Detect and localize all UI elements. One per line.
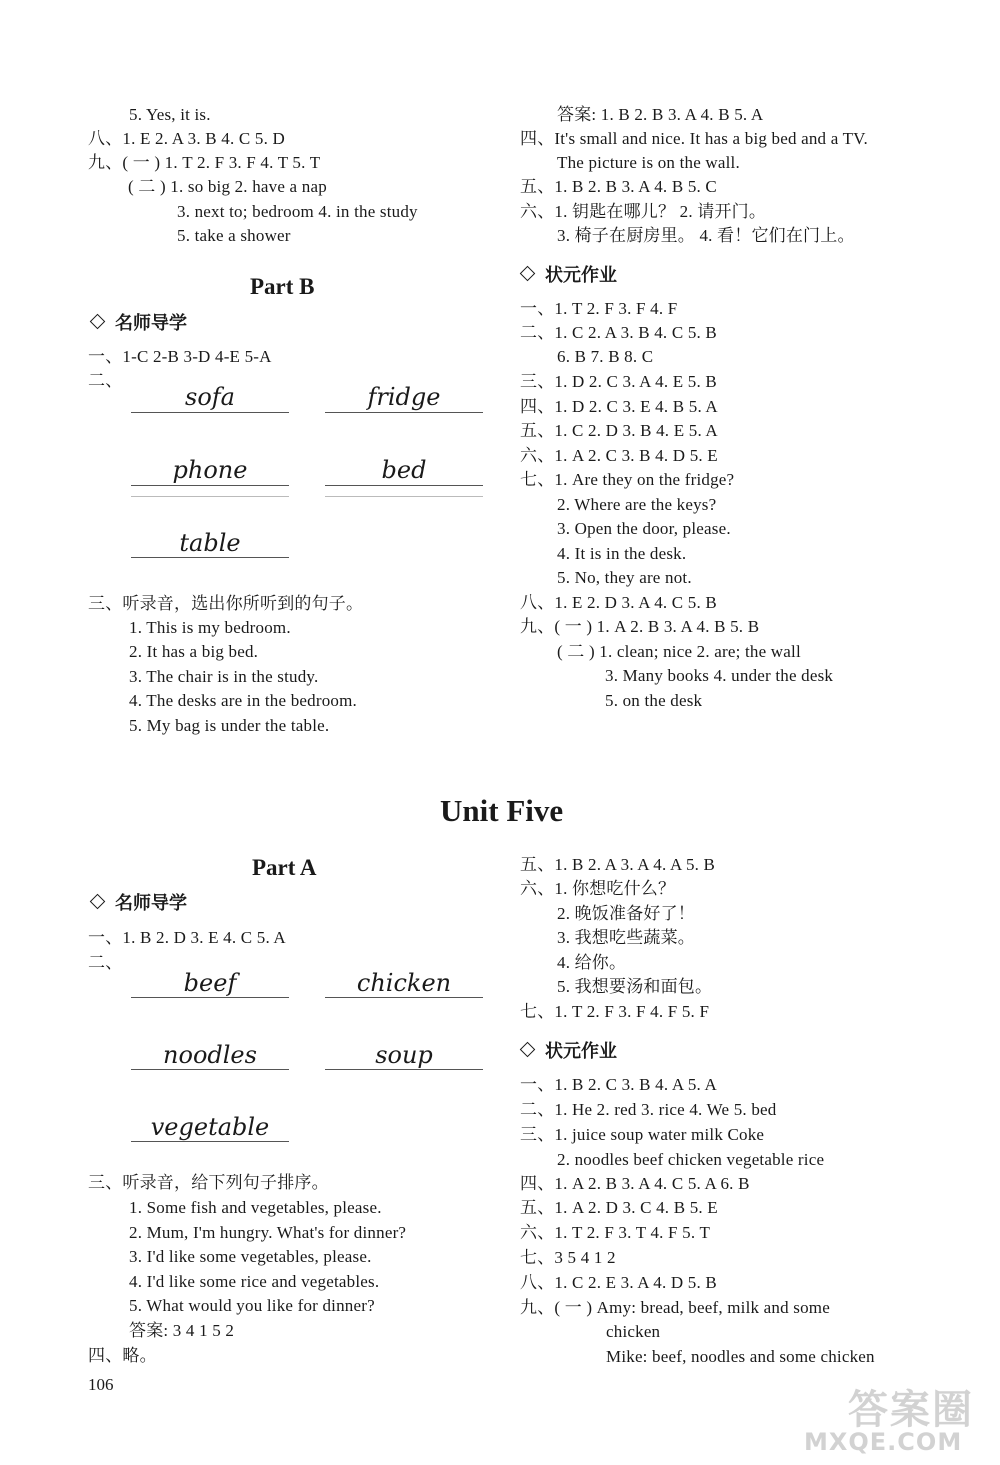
writing-line — [325, 997, 483, 998]
page-number: 106 — [88, 1375, 114, 1394]
sentence: 3. I'd like some vegetables, please. — [129, 1247, 372, 1266]
writing-line — [325, 1069, 483, 1070]
handwritten-word: vegetable — [150, 1113, 270, 1141]
answer-line: 四、1. A 2. B 3. A 4. C 5. A 6. B — [520, 1174, 750, 1193]
writing-line — [325, 485, 483, 486]
diamond-icon — [520, 266, 536, 282]
answer-line: 三、1. D 2. C 3. A 4. E 5. B — [520, 372, 717, 391]
sentence: 2. It has a big bed. — [129, 642, 259, 661]
writing-line — [325, 496, 483, 497]
writing-line — [131, 997, 289, 998]
answer-line: 七、1. T 2. F 3. F 4. F 5. F — [520, 1002, 710, 1021]
sentence: 4. I'd like some rice and vegetables. — [129, 1272, 380, 1291]
answer-line: ( 二 ) 1. clean; nice 2. are; the wall — [557, 642, 801, 661]
zhuangyuan-label: 状元作业 — [545, 265, 617, 285]
answer-line: chicken — [606, 1322, 661, 1341]
answer-line: 八、1. E 2. A 3. B 4. C 5. D — [88, 129, 285, 148]
watermark-url: MXQE.COM — [804, 1428, 963, 1456]
answer-line: 答案: 1. B 2. B 3. A 4. B 5. A — [557, 105, 764, 124]
sentence: 2. Mum, I'm hungry. What's for dinner? — [129, 1223, 407, 1242]
writing-line — [131, 485, 289, 486]
answer-line: 六、1. 钥匙在哪儿？ 2. 请开门。 — [520, 202, 767, 221]
writing-line — [325, 412, 483, 413]
answer-key: 答案: 3 4 1 5 2 — [129, 1321, 235, 1340]
answer-line: 2. noodles beef chicken vegetable rice — [557, 1150, 825, 1169]
handwritten-word: soup — [375, 1041, 433, 1069]
answer-line: 六、1. T 2. F 3. T 4. F 5. T — [520, 1223, 711, 1242]
answer-line: 五、1. B 2. B 3. A 4. B 5. C — [520, 177, 717, 196]
handwritten-word: phone — [172, 456, 248, 484]
answer-line: 四、1. D 2. C 3. E 4. B 5. A — [520, 397, 718, 416]
answer-line: 九、( 一 ) Amy: bread, beef, milk and some — [520, 1298, 830, 1317]
answer-line: 6. B 7. B 8. C — [557, 347, 654, 366]
answer-line: 4. It is in the desk. — [557, 544, 687, 563]
zhuangyuan-heading — [522, 1037, 617, 1063]
sentence: 4. The desks are in the bedroom. — [129, 691, 357, 710]
answer-line: 4. 给你。 — [557, 953, 627, 972]
answer-line: 三、听录音，选出你所听到的句子。 — [88, 594, 364, 613]
answer-line: 5. on the desk — [605, 691, 703, 710]
writing-line — [131, 496, 289, 497]
answer-line: 5. No, they are not. — [557, 568, 692, 587]
handwritten-word: bed — [381, 456, 427, 484]
answer-line: 3. Many books 4. under the desk — [605, 666, 834, 685]
sentence: 5. My bag is under the table. — [129, 716, 330, 735]
answer-line: The picture is on the wall. — [557, 153, 740, 172]
writing-line — [131, 1069, 289, 1070]
answer-line: 二、 — [88, 953, 123, 972]
answer-line: 5. take a shower — [177, 226, 291, 245]
answer-line: 五、1. B 2. A 3. A 4. A 5. B — [520, 855, 716, 874]
answer-line: 5. 我想要汤和面包。 — [557, 977, 713, 996]
answer-line: 2. 晚饭准备好了！ — [557, 904, 695, 923]
answer-line: 3. next to; bedroom 4. in the study — [177, 202, 418, 221]
writing-line — [131, 1141, 289, 1142]
zhuangyuan-label: 状元作业 — [545, 1041, 617, 1061]
answer-line: 一、1. B 2. D 3. E 4. C 5. A — [88, 928, 286, 947]
handwritten-word: fridge — [367, 383, 441, 411]
answer-line: 3. 椅子在厨房里。 4. 看！它们在门上。 — [557, 226, 855, 245]
answer-line: 七、3 5 4 1 2 — [520, 1248, 616, 1267]
answer-line: ( 二 ) 1. so big 2. have a nap — [128, 177, 327, 196]
unit-title: Unit Five — [440, 793, 564, 828]
handwritten-word: sofa — [185, 383, 235, 411]
answer-line: 七、1. Are they on the fridge? — [520, 470, 735, 489]
part-b-heading: Part B — [250, 274, 315, 299]
writing-line — [131, 557, 289, 558]
answer-line: 二、1. He 2. red 3. rice 4. We 5. bed — [520, 1100, 777, 1119]
answer-line: 二、 — [88, 371, 123, 390]
sentence: 3. The chair is in the study. — [129, 667, 319, 686]
guide-label: 名师导学 — [115, 893, 187, 913]
answer-line: 四、略。 — [88, 1346, 157, 1365]
answer-line: 一、1-C 2-B 3-D 4-E 5-A — [88, 347, 272, 366]
answer-line: 3. 我想吃些蔬菜。 — [557, 928, 695, 947]
answer-line: 二、1. C 2. A 3. B 4. C 5. B — [520, 323, 717, 342]
answer-line: 九、( 一 ) 1. T 2. F 3. F 4. T 5. T — [88, 153, 321, 172]
answer-line: 3. Open the door, please. — [557, 519, 731, 538]
writing-line — [131, 412, 289, 413]
answer-line: 5. Yes, it is. — [129, 105, 211, 124]
answer-line: 一、1. T 2. F 3. F 4. F — [520, 299, 678, 318]
guide-label: 名师导学 — [115, 313, 187, 333]
diamond-icon — [90, 314, 106, 330]
answer-line: 八、1. E 2. D 3. A 4. C 5. B — [520, 593, 717, 612]
answer-line: 三、1. juice soup water milk Coke — [520, 1125, 765, 1144]
handwritten-word: beef — [183, 969, 237, 997]
diamond-icon — [520, 1042, 536, 1058]
answer-line: 六、1. A 2. C 3. B 4. D 5. E — [520, 446, 718, 465]
sentence: 5. What would you like for dinner? — [129, 1296, 375, 1315]
answer-line: 四、It's small and nice. It has a big bed and a TV. — [520, 129, 868, 148]
sentence: 1. This is my bedroom. — [129, 618, 291, 637]
answer-line: 五、1. A 2. D 3. C 4. B 5. E — [520, 1198, 718, 1217]
answer-line: 三、听录音，给下列句子排序。 — [88, 1173, 329, 1192]
handwritten-word: noodles — [163, 1041, 257, 1069]
answer-line: 九、( 一 ) 1. A 2. B 3. A 4. B 5. B — [520, 617, 760, 636]
part-a-heading: Part A — [252, 855, 317, 880]
answer-line: 八、1. C 2. E 3. A 4. D 5. B — [520, 1273, 717, 1292]
answer-line: 五、1. C 2. D 3. B 4. E 5. A — [520, 421, 718, 440]
guide-heading — [92, 309, 187, 335]
sentence: 1. Some fish and vegetables, please. — [129, 1198, 382, 1217]
answer-line: 一、1. B 2. C 3. B 4. A 5. A — [520, 1075, 717, 1094]
guide-heading — [92, 889, 187, 915]
handwritten-word: table — [179, 529, 241, 557]
handwritten-word: chicken — [356, 969, 452, 997]
answer-line: Mike: beef, noodles and some chicken — [606, 1347, 875, 1366]
answer-line: 2. Where are the keys? — [557, 495, 717, 514]
answer-line: 六、1. 你想吃什么？ — [520, 879, 676, 898]
diamond-icon — [90, 894, 106, 910]
watermark-logo: 答案圈 — [848, 1387, 974, 1433]
zhuangyuan-heading — [522, 261, 617, 287]
